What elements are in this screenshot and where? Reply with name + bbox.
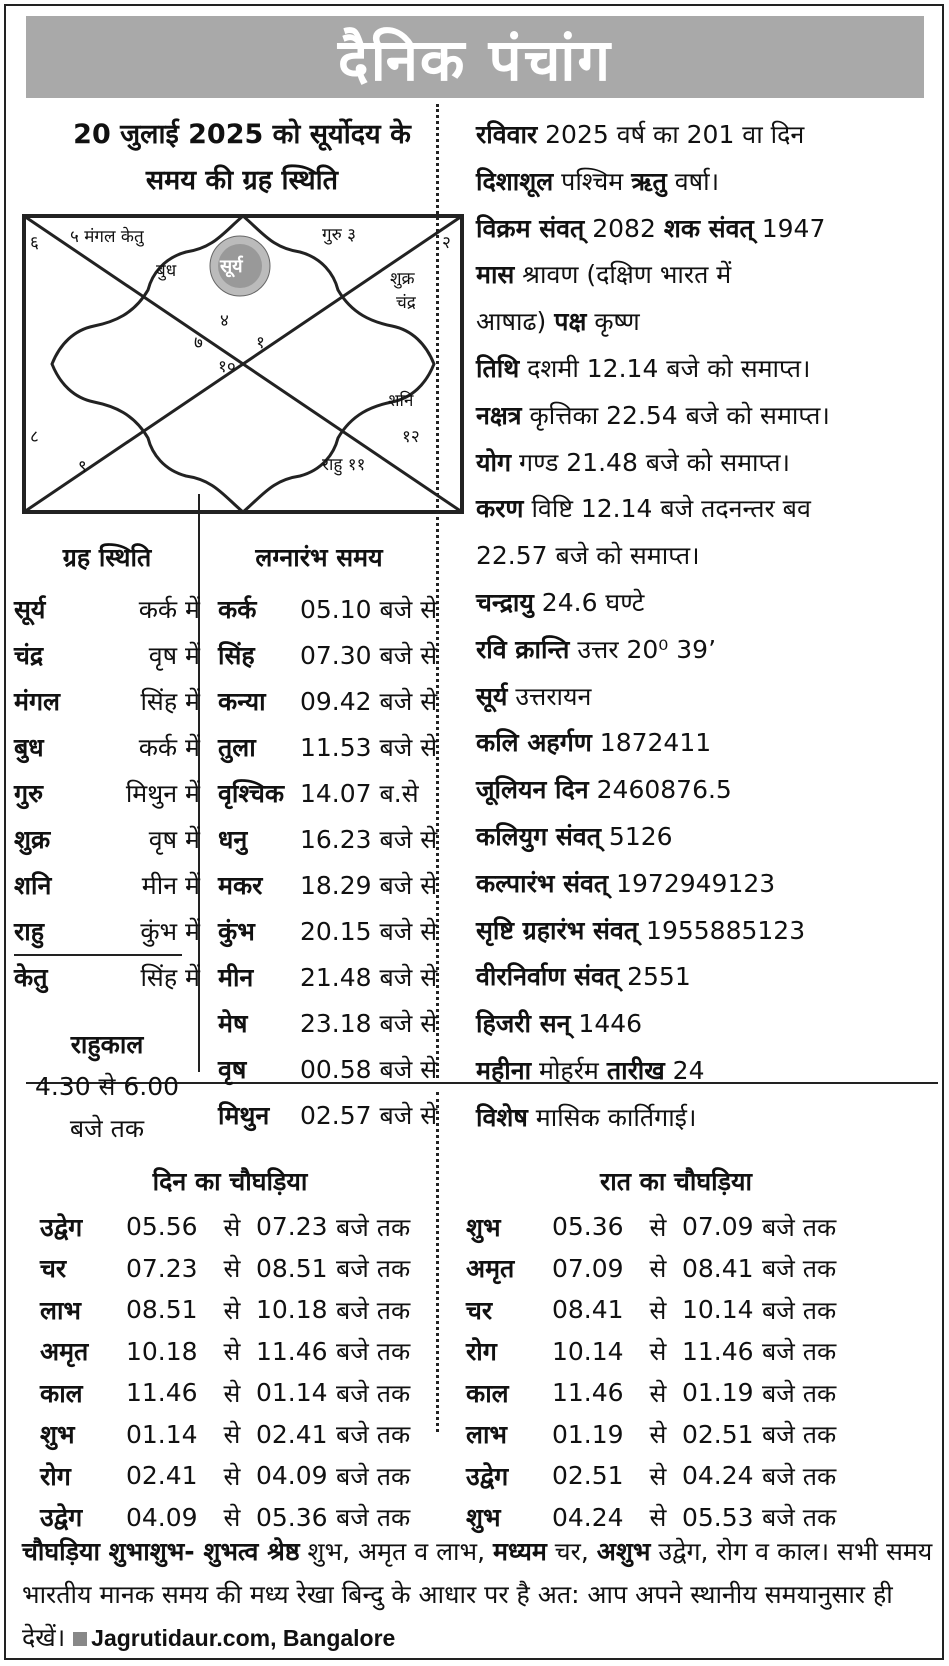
rahukaal-suffix: बजे तक: [69, 1114, 145, 1143]
chaughadiya-se: से: [649, 1420, 667, 1450]
label-house-7: ७: [194, 333, 203, 353]
footer-text-3: उद्वेग, रोग व काल। सभी समय भारतीय मानक समय की मध्य रेखा बिन्दु के आधार पर है अत: आप अपने स्थानीय समयानुसार ही देखें।: [22, 1537, 933, 1652]
graha-table: [14, 586, 200, 1000]
chaughadiya-from: 01.19: [552, 1419, 624, 1449]
panchang-key: रवि क्रान्ति: [476, 634, 570, 664]
panchang-value: 1872411: [591, 728, 712, 758]
lagna-row: [218, 816, 462, 862]
panchang-value: पश्चिम: [553, 166, 632, 196]
panchang-details: [476, 112, 938, 1142]
panchang-key: तिथि: [476, 353, 520, 383]
chaughadiya-se: से: [223, 1337, 241, 1367]
chaughadiya-name: चर: [40, 1254, 67, 1284]
chaughadiya-se: से: [223, 1254, 241, 1284]
chaughadiya-name: अमृत: [466, 1254, 515, 1284]
chaughadiya-se: से: [223, 1420, 241, 1450]
chaughadiya-to: 07.09: [682, 1212, 754, 1242]
panchang-key: दिशाशूल: [476, 166, 554, 196]
graha-planet: चंद्र: [14, 641, 44, 670]
chaughadiya-se: से: [649, 1461, 667, 1491]
graha-planet: बुध: [14, 733, 44, 762]
chaughadiya-to: 04.09: [256, 1461, 328, 1491]
chaughadiya-suffix: बजे तक: [336, 1461, 411, 1491]
graha-planet: केतु: [14, 963, 48, 992]
graha-row: [14, 908, 200, 954]
panchang-line: [476, 861, 938, 908]
graha-planet: राहु: [14, 917, 44, 946]
label-house-9: ९: [78, 457, 87, 477]
panchang-value: उत्तरायन: [507, 681, 592, 711]
panchang-line: [476, 486, 938, 533]
chaughadiya-name: शुभ: [466, 1212, 501, 1242]
panchang-value: विष्टि 12.14 बजे तदनन्तर बव: [523, 494, 811, 524]
chaughadiya-suffix: बजे तक: [336, 1503, 411, 1533]
lagna-rashi: मीन: [218, 963, 254, 992]
chaughadiya-name: शुभ: [466, 1503, 501, 1533]
chaughadiya-to: 10.18: [256, 1295, 328, 1325]
chaughadiya-to: 10.14: [682, 1295, 754, 1325]
panchang-line: [476, 206, 938, 253]
chaughadiya-row: [466, 1455, 836, 1497]
graha-rashi: सिंह में: [140, 963, 200, 992]
lagna-rashi: कन्या: [218, 687, 266, 716]
graha-planet: सूर्य: [14, 595, 46, 624]
panchang-key: कलि अहर्गण: [476, 728, 592, 758]
lagna-row: [218, 954, 462, 1000]
chaughadiya-se: से: [649, 1337, 667, 1367]
lagna-rashi: वृष: [218, 1055, 247, 1084]
chaughadiya-name: लाभ: [40, 1295, 82, 1325]
panchang-value: दशमी 12.14 बजे को समाप्त।: [519, 353, 811, 383]
graha-rashi: वृष में: [148, 641, 200, 670]
panchang-key: चन्द्रायु: [476, 587, 534, 617]
chaughadiya-suffix: बजे तक: [336, 1337, 411, 1367]
panchang-value: 24: [664, 1055, 705, 1085]
chaughadiya-suffix: बजे तक: [762, 1254, 837, 1284]
rahukaal-title: राहुकाल: [70, 1030, 144, 1059]
chaughadiya-from: 08.41: [552, 1295, 624, 1325]
label-house-10: १०: [218, 357, 236, 377]
lagna-row: [218, 632, 462, 678]
chaughadiya-row: [40, 1372, 410, 1414]
panchang-line: [476, 1095, 938, 1142]
rahukaal-box: [14, 1024, 200, 1150]
chaughadiya-to: 02.41: [256, 1419, 328, 1449]
din-chaughadiya-table: [40, 1206, 410, 1538]
panchang-value: 1446: [570, 1009, 643, 1039]
panchang-value: 5126: [600, 821, 673, 851]
graha-rashi: सिंह में: [140, 687, 200, 716]
chaughadiya-se: से: [649, 1295, 667, 1325]
lagna-rashi: कुंभ: [218, 917, 255, 946]
chaughadiya-row: [40, 1414, 410, 1456]
lagna-rashi: वृश्चिक: [218, 779, 285, 808]
panchang-line: [476, 627, 938, 674]
chaughadiya-to: 01.14: [256, 1378, 328, 1408]
panchang-value: आषाढ): [476, 307, 555, 337]
panchang-line: [476, 908, 938, 955]
chaughadiya-row: [40, 1248, 410, 1290]
graha-row: [14, 724, 200, 770]
panchang-line: [476, 299, 938, 346]
lagna-row: [218, 724, 462, 770]
lagna-row: [218, 1046, 462, 1092]
lagna-time: 00.58 बजे से: [300, 1055, 438, 1084]
lagna-time: 11.53 बजे से: [300, 733, 438, 762]
panchang-key: विशेष: [476, 1102, 528, 1132]
chaughadiya-se: से: [649, 1378, 667, 1408]
divider-vertical-chaughadiya: [436, 1092, 439, 1432]
chaughadiya-to: 04.24: [682, 1461, 754, 1491]
chaughadiya-from: 07.09: [552, 1253, 624, 1283]
chaughadiya-name: अमृत: [40, 1337, 89, 1367]
chaughadiya-from: 02.51: [552, 1461, 624, 1491]
chaughadiya-from: 04.09: [126, 1502, 198, 1532]
panchang-key: सृष्टि ग्रहारंभ संवत्: [476, 915, 639, 945]
graha-heading: ग्रह स्थिति: [62, 543, 152, 572]
panchang-key: कलियुग संवत्: [476, 821, 601, 851]
panchang-line: [476, 767, 938, 814]
chaughadiya-to: 01.19: [682, 1378, 754, 1408]
chaughadiya-name: उद्वेग: [466, 1461, 509, 1491]
chaughadiya-row: [40, 1206, 410, 1248]
label-guru: गुरु ३: [322, 225, 356, 245]
chaughadiya-suffix: बजे तक: [762, 1337, 837, 1367]
footer-key-madhyam: मध्यम: [493, 1537, 547, 1566]
lagna-rashi: मकर: [218, 871, 263, 900]
chaughadiya-row: [466, 1289, 836, 1331]
chaughadiya-se: से: [223, 1378, 241, 1408]
graha-planet: शनि: [14, 871, 52, 900]
lagna-row: [218, 862, 462, 908]
footer-key-ashubh: अशुभ: [596, 1537, 651, 1566]
chart-title: [22, 112, 462, 204]
panchang-key: पक्ष: [554, 307, 587, 337]
panchang-value: 1955885123: [638, 915, 806, 945]
footer-text-2: चर,: [546, 1537, 597, 1566]
chaughadiya-row: [466, 1248, 836, 1290]
chaughadiya-row: [40, 1331, 410, 1373]
lagna-time: 16.23 बजे से: [300, 825, 438, 854]
chaughadiya-row: [40, 1289, 410, 1331]
panchang-value: उत्तर 20⁰ 39’: [569, 634, 717, 664]
page-title: दैनिक पंचांग: [337, 25, 613, 94]
chaughadiya-name: रोग: [466, 1337, 497, 1367]
chaughadiya-from: 01.14: [126, 1419, 198, 1449]
lagna-rashi: मेष: [218, 1009, 248, 1038]
panchang-value: 2082: [584, 213, 664, 243]
panchang-line: [476, 440, 938, 487]
lagna-rashi: सिंह: [218, 641, 255, 670]
panchang-value: मोहर्रम: [531, 1055, 607, 1085]
chaughadiya-se: से: [223, 1295, 241, 1325]
lagna-time: 21.48 बजे से: [300, 963, 438, 992]
chaughadiya-suffix: बजे तक: [762, 1378, 837, 1408]
panchang-value: 24.6 घण्टे: [533, 587, 645, 617]
chaughadiya-suffix: बजे तक: [336, 1295, 411, 1325]
sun-label: सूर्य: [220, 256, 243, 277]
graha-rashi: कर्क में: [138, 733, 200, 762]
chart-title-line2: समय की ग्रह स्थिति: [145, 165, 339, 196]
footer-note: [22, 1530, 938, 1660]
chaughadiya-to: 07.23: [256, 1212, 328, 1242]
lagna-row: [218, 678, 462, 724]
chaughadiya-suffix: बजे तक: [762, 1461, 837, 1491]
panchang-value: 2551: [619, 962, 691, 992]
lagna-rashi: तुला: [218, 733, 256, 762]
graha-planet: शुक्र: [14, 825, 51, 854]
lagna-time: 07.30 बजे से: [300, 641, 438, 670]
rahukaal-time: 4.30 से 6.00: [34, 1072, 180, 1101]
chaughadiya-from: 05.56: [126, 1212, 198, 1242]
label-house-6: ६: [30, 233, 39, 253]
panchang-line: [476, 393, 938, 440]
chaughadiya-suffix: बजे तक: [762, 1503, 837, 1533]
lagna-row: [218, 908, 462, 954]
lagna-row: [218, 770, 462, 816]
panchang-line: [476, 533, 938, 580]
chaughadiya-to: 11.46: [256, 1336, 328, 1366]
panchang-value: वर्षा।: [666, 166, 720, 196]
footer-brand: Jagrutidaur.com, Bangalore: [91, 1625, 396, 1651]
lagna-time: 18.29 बजे से: [300, 871, 438, 900]
panchang-value: कृष्ण: [586, 307, 640, 337]
chaughadiya-se: से: [223, 1503, 241, 1533]
chaughadiya-from: 11.46: [126, 1378, 198, 1408]
panchang-line: [476, 720, 938, 767]
chaughadiya-from: 10.18: [126, 1336, 198, 1366]
panchang-key: विक्रम संवत्: [476, 213, 585, 243]
panchang-key: सूर्य: [476, 681, 508, 711]
lagna-rashi: धनु: [218, 825, 248, 854]
panchang-value: 2460876.5: [588, 775, 732, 805]
chaughadiya-to: 08.51: [256, 1253, 328, 1283]
graha-row: [14, 954, 200, 1000]
graha-row: [14, 632, 200, 678]
chaughadiya-name: लाभ: [466, 1420, 508, 1450]
panchang-key: ऋतु: [631, 166, 667, 196]
graha-rashi: मीन में: [141, 871, 200, 900]
panchang-key: मास: [476, 260, 515, 290]
title-banner: [26, 16, 924, 98]
chaughadiya-name: चर: [466, 1295, 493, 1325]
panchang-value: कृत्तिका 22.54 बजे को समाप्त।: [521, 400, 830, 430]
chaughadiya-row: [40, 1455, 410, 1497]
lagna-rashi: कर्क: [218, 595, 257, 624]
panchang-value: श्रावण (दक्षिण भारत में: [514, 260, 732, 290]
chaughadiya-suffix: बजे तक: [336, 1378, 411, 1408]
label-mangal-ketu: ५ मंगल केतु: [70, 227, 144, 247]
panchang-line: [476, 112, 938, 159]
label-house-2: २: [442, 233, 451, 253]
panchang-line: [476, 159, 938, 206]
chaughadiya-row: [466, 1414, 836, 1456]
lagna-time: 02.57 बजे से: [300, 1101, 438, 1130]
graha-row: [14, 816, 200, 862]
graha-rashi: वृष में: [148, 825, 200, 854]
graha-planet: मंगल: [14, 687, 60, 716]
lagna-row: [218, 586, 462, 632]
chaughadiya-to: 02.51: [682, 1419, 754, 1449]
chaughadiya-from: 10.14: [552, 1336, 624, 1366]
label-shani: शनि: [388, 391, 414, 411]
chaughadiya-name: उद्वेग: [40, 1212, 83, 1242]
chaughadiya-suffix: बजे तक: [336, 1212, 411, 1242]
panchang-value: मासिक कार्तिगाई।: [527, 1102, 697, 1132]
chaughadiya-suffix: बजे तक: [762, 1212, 837, 1242]
panchang-line: [476, 1048, 938, 1095]
chaughadiya-to: 05.36: [256, 1502, 328, 1532]
panchang-key: रविवार: [476, 120, 538, 149]
panchang-line: [476, 674, 938, 721]
chaughadiya-row: [466, 1331, 836, 1373]
raat-chaughadiya-table: [466, 1206, 836, 1538]
graha-rashi: कुंभ में: [140, 917, 200, 946]
panchang-line: [476, 580, 938, 627]
chaughadiya-name: रोग: [40, 1461, 71, 1491]
panchang-key: जूलियन दिन: [476, 775, 589, 805]
panchang-line: [476, 1001, 938, 1048]
graha-row: [14, 770, 200, 816]
panchang-value: 2025 वर्ष का 201 वा दिन: [537, 120, 805, 149]
lagna-heading: लग्नारंभ समय: [255, 543, 383, 572]
label-shukra: शुक्र: [390, 269, 415, 289]
chaughadiya-se: से: [649, 1254, 667, 1284]
chaughadiya-suffix: बजे तक: [762, 1420, 837, 1450]
chaughadiya-name: काल: [466, 1378, 509, 1408]
lagna-time: 23.18 बजे से: [300, 1009, 438, 1038]
graha-row: [14, 862, 200, 908]
chaughadiya-name: उद्वेग: [40, 1503, 83, 1533]
chaughadiya-from: 08.51: [126, 1295, 198, 1325]
panchang-key: योग: [476, 447, 512, 477]
lagna-time: 09.42 बजे से: [300, 687, 438, 716]
lagna-time: 20.15 बजे से: [300, 917, 438, 946]
chaughadiya-se: से: [223, 1212, 241, 1242]
label-chandra: चंद्र: [396, 293, 416, 313]
chaughadiya-to: 08.41: [682, 1253, 754, 1283]
panchang-key: नक्षत्र: [476, 400, 522, 430]
chaughadiya-from: 07.23: [126, 1253, 198, 1283]
kundli-chart: [22, 214, 464, 514]
chaughadiya-to: 05.53: [682, 1502, 754, 1532]
chaughadiya-row: [466, 1206, 836, 1248]
panchang-key: तारीख: [606, 1055, 665, 1085]
panchang-key: महीना: [476, 1055, 532, 1085]
panchang-key: हिजरी सन्: [476, 1009, 571, 1039]
chaughadiya-suffix: बजे तक: [336, 1254, 411, 1284]
din-chaughadiya-heading: दिन का चौघड़िया: [152, 1167, 308, 1196]
footer-text-1: शुभ, अमृत व लाभ,: [299, 1537, 493, 1566]
raat-chaughadiya-heading: रात का चौघड़िया: [600, 1167, 752, 1196]
graha-row: [14, 586, 200, 632]
chaughadiya-se: से: [649, 1503, 667, 1533]
chart-title-line1: 20 जुलाई 2025 को सूर्योदय के: [73, 119, 411, 150]
chaughadiya-suffix: बजे तक: [762, 1295, 837, 1325]
chaughadiya-name: काल: [40, 1378, 83, 1408]
chaughadiya-name: शुभ: [40, 1420, 75, 1450]
panchang-key: वीरनिर्वाण संवत्: [476, 962, 620, 992]
chaughadiya-row: [466, 1372, 836, 1414]
footer-key-shubh: चौघड़िया शुभाशुभ- शुभत्व श्रेष्ठ: [22, 1537, 300, 1566]
lagna-time: 05.10 बजे से: [300, 595, 438, 624]
lagna-row: [218, 1092, 462, 1138]
chaughadiya-from: 11.46: [552, 1378, 624, 1408]
label-house-12: १२: [402, 427, 420, 447]
label-rahu: राहु ११: [322, 455, 366, 475]
lagna-table: [218, 586, 462, 1138]
label-house-4: ४: [220, 311, 229, 331]
chaughadiya-from: 04.24: [552, 1502, 624, 1532]
square-bullet-icon: [73, 1632, 87, 1646]
lagna-time: 14.07 ब.से: [300, 779, 419, 808]
chaughadiya-se: से: [223, 1461, 241, 1491]
label-budh: बुध: [156, 261, 177, 281]
label-house-1: १: [256, 333, 265, 353]
chaughadiya-from: 05.36: [552, 1212, 624, 1242]
panchang-key: कल्पारंभ संवत्: [476, 868, 609, 898]
panchang-line: [476, 814, 938, 861]
chaughadiya-to: 11.46: [682, 1336, 754, 1366]
panchang-value: 1947: [753, 213, 826, 243]
graha-rashi: कर्क में: [138, 595, 200, 624]
panchang-line: [476, 954, 938, 1001]
lagna-rashi: मिथुन: [218, 1101, 270, 1130]
panchang-key: करण: [476, 494, 524, 524]
graha-planet: गुरु: [14, 779, 44, 808]
panchang-line: [476, 252, 938, 299]
chaughadiya-from: 02.41: [126, 1461, 198, 1491]
lagna-row: [218, 1000, 462, 1046]
panchang-value: 22.57 बजे को समाप्त।: [476, 541, 700, 571]
panchang-value: गण्ड 21.48 बजे को समाप्त।: [511, 447, 790, 477]
chaughadiya-suffix: बजे तक: [336, 1420, 411, 1450]
label-house-8: ८: [30, 427, 39, 447]
graha-row: [14, 678, 200, 724]
panchang-value: 1972949123: [608, 868, 776, 898]
chaughadiya-se: से: [649, 1212, 667, 1242]
panchang-key: शक संवत्: [663, 213, 754, 243]
graha-rashi: मिथुन में: [125, 779, 200, 808]
panchang-line: [476, 346, 938, 393]
